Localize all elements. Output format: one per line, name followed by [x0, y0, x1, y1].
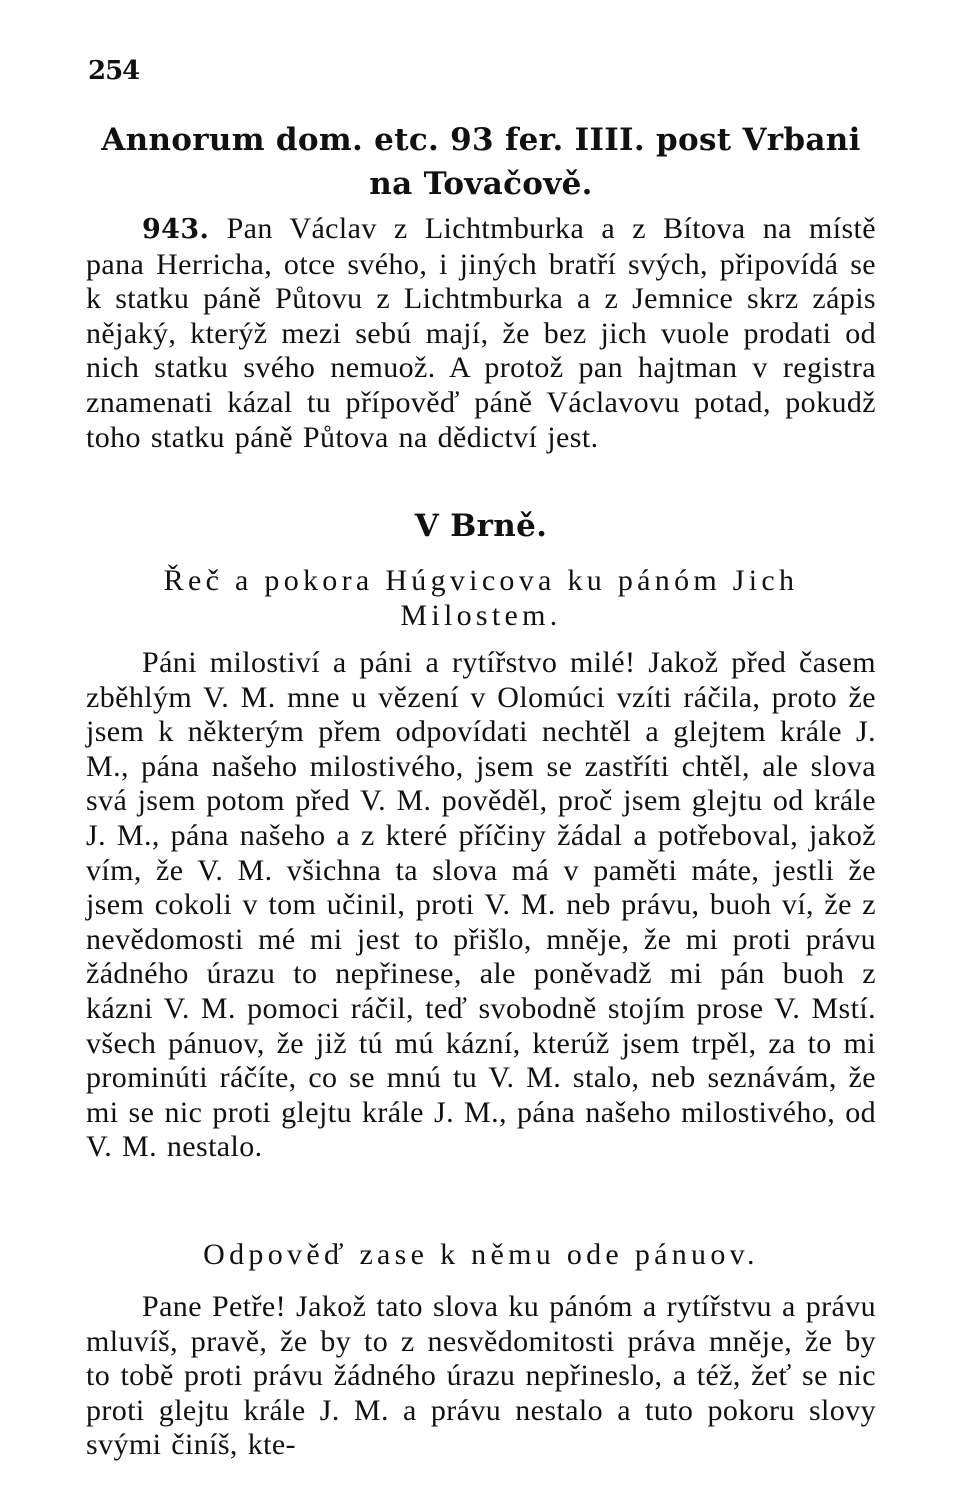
- place-heading: V Brně.: [414, 508, 548, 544]
- session-heading: Annorum dom. etc. 93 fer. IIII. post Vrbani na Tovačově.: [101, 122, 861, 202]
- reply-title: Odpověď zase k němu ode pánuov.: [203, 1238, 759, 1271]
- entry-paragraph: [86, 212, 876, 455]
- entry-number: 943.: [142, 214, 210, 245]
- speech-title: Řeč a pokora Húgvicova ku pánóm Jich Milostem.: [163, 564, 799, 632]
- reply-paragraph: Pane Petře! Jakož tato slova ku pánóm a rytířstvu a právu mluvíš, pravě, že by to z nesvědomitosti práva mněje, že by to tobě proti právu žádného úrazu nepřineslo, a též, žeť se nic proti glejtu krále J. M. a právu nestalo a tuto pokoru slovy svými činíš, kte-: [86, 1290, 876, 1462]
- speech-paragraph: Páni milostiví a páni a rytířstvo milé! Jakož před časem zběhlým V. M. mne u vězení v Olomúci vzíti ráčila, proto že jsem k některým přem odpovídati nechtěl a glejtem krále J. M., pána našeho milostivého, jsem se zastříti chtěl, ale slova svá jsem potom před V. M. pověděl, proč jsem glejtu od krále J. M., pána našeho a z které příčiny žádal a potřeboval, jakož vím, že V. M. všichna ta slova má v paměti máte, jestli že jsem cokoli v tom učinil, proti V. M. neb právu, buoh ví, že z nevědomosti mé mi jest to přišlo, mněje, že mi proti právu žádného úrazu to nepřinese, ale poněvadž mi pán buoh z kázni V. M. pomoci ráčil, teď svobodně stojím prose V. Mstí. všech pánuov, že již tú mú kázní, kterúž jsem trpěl, za to mi prominúti ráčíte, co se mnú tu V. M. stalo, neb seznávám, že mi se nic proti glejtu krále J. M., pána našeho milostivého, od V. M. nestalo.: [86, 646, 876, 1164]
- entry-text: Pan Václav z Lichtmburka a z Bítova na místě pana Herricha, otce svého, i jiných bratří svých, připovídá se k statku páně Půtovu z Lichtmburka a z Jemnice skrz zápis nějaký, kterýž mezi sebú mají, že bez jich vuole prodati od nich statku svého nemuož. A protož pan hajtman v registra znamenati kázal tu přípověď páně Václavovu potad, pokudž toho statku páně Půtova na dědictví jest.: [86, 212, 876, 454]
- page-number: 254: [88, 56, 140, 86]
